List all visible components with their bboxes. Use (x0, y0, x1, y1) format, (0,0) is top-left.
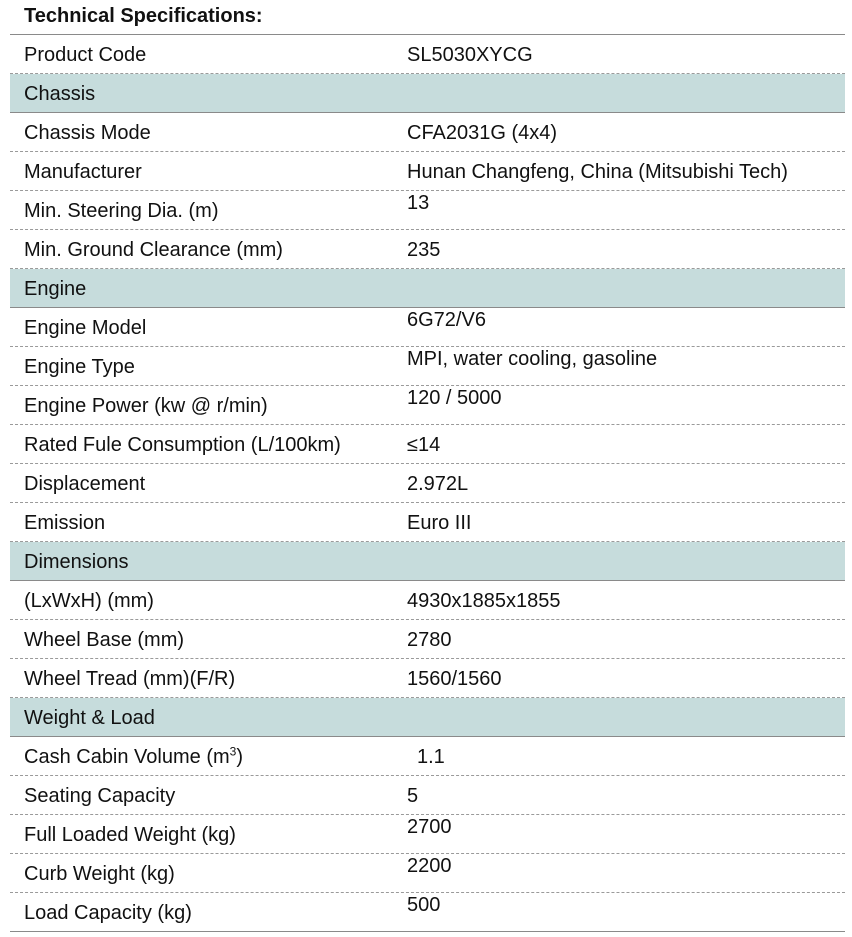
table-row (10, 854, 845, 893)
table-row (10, 308, 845, 347)
row-label: Min. Ground Clearance (mm) (24, 239, 283, 261)
row-value: 13 (407, 192, 430, 214)
section-header-weight-load (10, 698, 845, 737)
row-value: CFA2031G (4x4) (407, 122, 558, 144)
row-label: Wheel Base (mm) (24, 629, 185, 651)
table-row (10, 425, 845, 464)
table-row (10, 230, 845, 269)
table-row (10, 503, 845, 542)
row-value: 4930x1885x1855 (407, 590, 561, 612)
row-label: Emission (24, 512, 106, 534)
table-row (10, 464, 845, 503)
section-title: Weight & Load (24, 707, 155, 729)
row-value: 235 (407, 239, 441, 261)
section-header-engine (10, 269, 845, 308)
table-row (10, 191, 845, 230)
row-label: Load Capacity (kg) (24, 902, 192, 924)
label-text: Cash Cabin Volume (m (24, 746, 230, 768)
label-suffix: ) (236, 746, 244, 768)
row-label: Chassis Mode (24, 122, 151, 144)
table-row (10, 581, 845, 620)
section-title: Engine (24, 278, 87, 300)
spec-table (10, 34, 845, 932)
row-label: Full Loaded Weight (kg) (24, 824, 236, 846)
table-row (10, 386, 845, 425)
row-value: 2200 (407, 855, 452, 877)
table-row (10, 893, 845, 932)
row-label: Engine Power (kw @ r/min) (24, 395, 268, 417)
row-value: MPI, water cooling, gasoline (407, 348, 658, 370)
row-label: Engine Model (24, 317, 147, 339)
table-row (10, 620, 845, 659)
row-label (24, 746, 243, 768)
section-header-chassis (10, 74, 845, 113)
row-label: Displacement (24, 473, 146, 495)
page-title: Technical Specifications: (24, 5, 263, 27)
table-row (10, 152, 845, 191)
table-row (10, 113, 845, 152)
row-value: Euro III (407, 512, 472, 534)
row-label: (LxWxH) (mm) (24, 590, 154, 612)
row-value: 2.972L (407, 473, 469, 495)
section-title: Dimensions (24, 551, 129, 573)
row-value: 120 / 5000 (407, 387, 502, 409)
table-row (10, 659, 845, 698)
row-label: Wheel Tread (mm)(F/R) (24, 668, 236, 690)
row-label: Manufacturer (24, 161, 142, 183)
row-label: Engine Type (24, 356, 135, 378)
row-value: ≤14 (407, 434, 441, 456)
row-label: Rated Fule Consumption (L/100km) (24, 434, 341, 456)
row-value: 5 (407, 785, 419, 807)
row-value: 1.1 (417, 746, 445, 768)
table-row-product-code (10, 35, 845, 74)
table-row-cabin-volume (10, 737, 845, 776)
row-label: Seating Capacity (24, 785, 176, 807)
row-value: Hunan Changfeng, China (Mitsubishi Tech) (407, 161, 788, 183)
section-header-dimensions (10, 542, 845, 581)
row-label: Product Code (24, 44, 147, 66)
row-value: 2780 (407, 629, 452, 651)
table-row (10, 815, 845, 854)
row-label: Curb Weight (kg) (24, 863, 175, 885)
row-value: SL5030XYCG (407, 44, 533, 66)
row-value: 6G72/V6 (407, 309, 486, 331)
superscript: 3 (229, 744, 237, 759)
row-value: 500 (407, 894, 441, 916)
row-label: Min. Steering Dia. (m) (24, 200, 219, 222)
section-title: Chassis (24, 83, 96, 105)
table-row (10, 776, 845, 815)
row-value: 2700 (407, 816, 452, 838)
table-row (10, 347, 845, 386)
row-value: 1560/1560 (407, 668, 502, 690)
